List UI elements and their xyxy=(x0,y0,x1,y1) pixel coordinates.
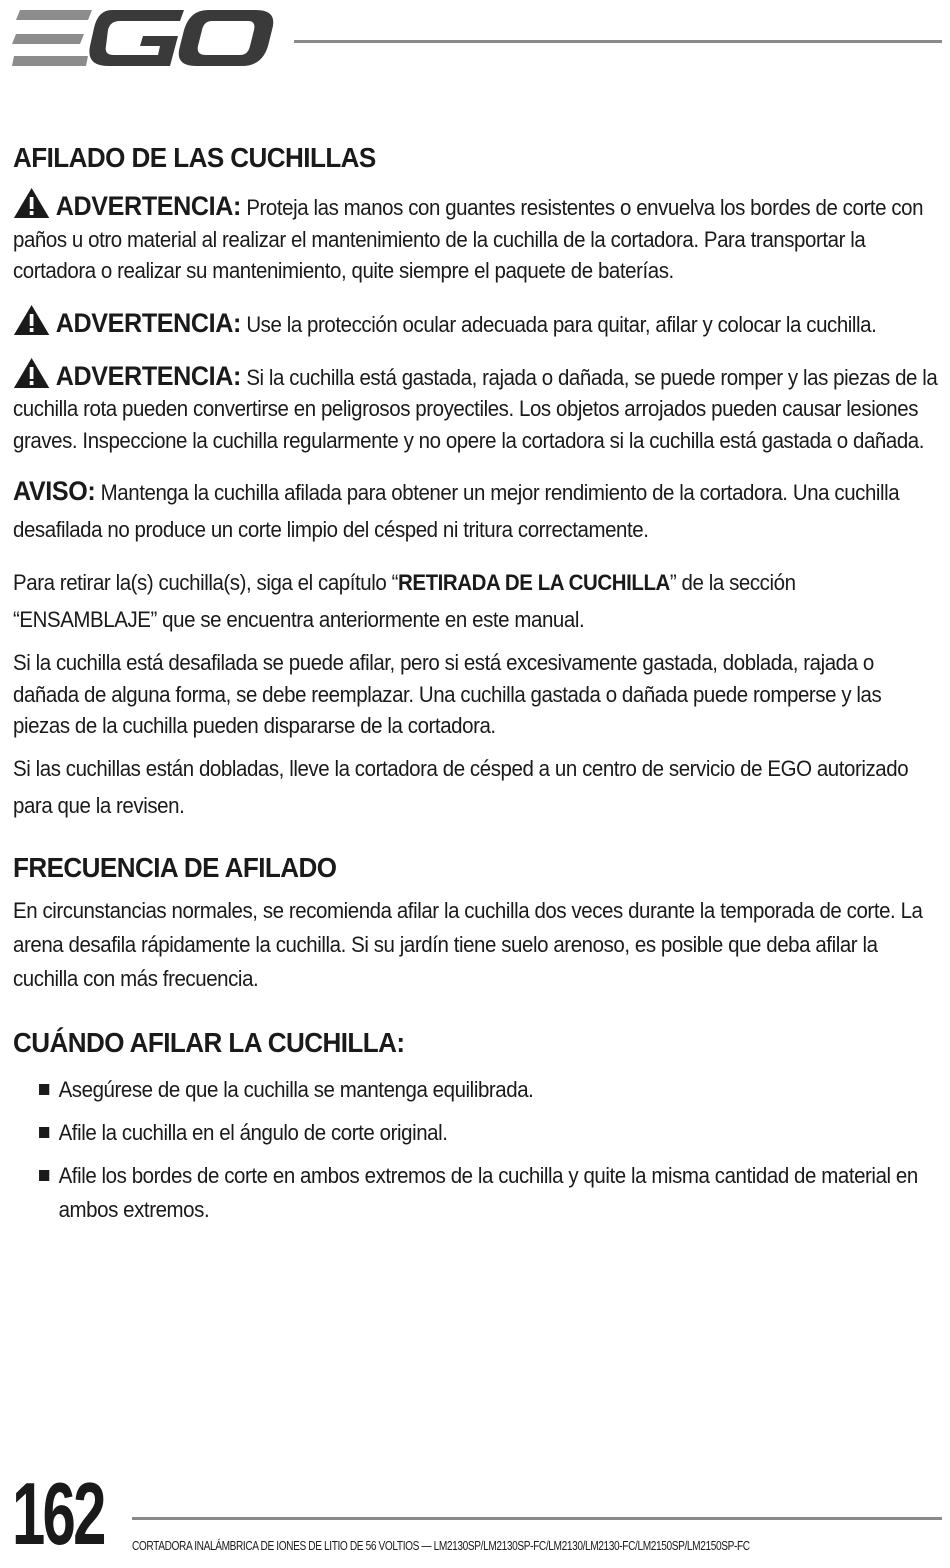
warning-eye-protection xyxy=(13,304,941,343)
section-title-cuando: CUÁNDO AFILAR LA CUCHILLA: xyxy=(13,1026,405,1058)
notice-sharp-blade xyxy=(13,473,941,548)
header-rule xyxy=(294,40,942,43)
list-item xyxy=(39,1116,941,1150)
paragraph-remove-blade xyxy=(13,564,941,638)
footer-product-line: CORTADORA INALÁMBRICA DE IONES DE LITIO DE 56 VOLTIOS — LM2130SP/LM2130SP-FC/LM2130/LM2130-FC/LM2150SP/LM2150SP-FC xyxy=(132,1538,750,1553)
remove-chapter-ref: RETIRADA DE LA CUCHILLA xyxy=(398,570,670,595)
paragraph-frequency: En circunstancias normales, se recomienda afilar la cuchilla dos veces durante la temporada de corte. La arena desafila rápidamente la cuchilla. Si su jardín tiene suelo arenoso, es posible que deba afilar la cuchilla con más frecuencia. xyxy=(13,897,923,991)
remove-text-before: Para retirar la(s) cuchilla(s), siga el capítulo “ xyxy=(13,570,399,595)
warning-triangle-icon xyxy=(13,304,50,336)
footer-rule xyxy=(132,1517,942,1520)
warning-label: ADVERTENCIA: xyxy=(55,360,242,391)
square-bullet-icon xyxy=(39,1127,49,1138)
section-title-afilado: AFILADO DE LAS CUCHILLAS xyxy=(13,142,376,173)
square-bullet-icon xyxy=(39,1170,49,1181)
list-item xyxy=(39,1073,941,1107)
notice-text: Mantenga la cuchilla afilada para obtener un mejor rendimiento de la cortadora. Una cuchilla desafilada no produce un corte limpio del césped ni tritura correctamente. xyxy=(13,480,900,542)
page-number: 162 xyxy=(12,1464,104,1563)
warning-text: Proteja las manos con guantes resistentes o envuelva los bordes de corte con paños u otro material al realizar el mantenimiento de la cuchilla de la cortadora. Para transportar la cortadora o realizar su mantenimiento, quite siempre el paquete de baterías. xyxy=(13,195,924,283)
warning-triangle-icon xyxy=(13,187,50,219)
section-title-frecuencia: FRECUENCIA DE AFILADO xyxy=(13,851,337,883)
ego-logo xyxy=(12,8,274,70)
warning-gloves xyxy=(13,187,941,287)
list-item-text: Afile los bordes de corte en ambos extremos de la cuchilla y quite la misma cantidad de material en ambos extremos. xyxy=(58,1162,918,1222)
list-item xyxy=(39,1159,941,1227)
bullet-list xyxy=(39,1073,941,1227)
warning-label: ADVERTENCIA: xyxy=(55,307,242,338)
paragraph-dull-blade: Si la cuchilla está desafilada se puede afilar, pero si está excesivamente gastada, doblada, rajada o dañada de alguna forma, se debe reemplazar. Una cuchilla gastada o dañada puede romperse y las piezas de la cuchilla pueden dispararse de la cortadora. xyxy=(13,650,882,738)
notice-label: AVISO: xyxy=(13,476,96,506)
remove-text-after: ” de la sección “ENSAMBLAJE” que se encuentra anteriormente en este manual. xyxy=(13,570,796,632)
square-bullet-icon xyxy=(39,1084,49,1095)
warning-damaged-blade xyxy=(13,357,941,457)
paragraph-bent-blades: Si las cuchillas están dobladas, lleve la cortadora de césped a un centro de servicio de EGO autorizado para que la revisen. xyxy=(13,755,909,818)
page-content xyxy=(13,138,941,1236)
warning-text: Si la cuchilla está gastada, rajada o dañada, se puede romper y las piezas de la cuchilla rota pueden convertirse en peligrosos proyectiles. Los objetos arrojados pueden causar lesiones graves. Inspeccione la cuchilla regularmente y no opere la cortadora si la cuchilla está gastada o dañada. xyxy=(13,364,938,453)
page-footer xyxy=(12,1464,942,1563)
list-item-text: Afile la cuchilla en el ángulo de corte original. xyxy=(58,1119,448,1145)
warning-label: ADVERTENCIA: xyxy=(55,191,242,221)
page-header xyxy=(12,8,942,78)
list-item-text: Asegúrese de que la cuchilla se mantenga equilibrada. xyxy=(58,1076,534,1102)
warning-text: Use la protección ocular adecuada para quitar, afilar y colocar la cuchilla. xyxy=(246,311,877,337)
warning-triangle-icon xyxy=(13,357,50,389)
